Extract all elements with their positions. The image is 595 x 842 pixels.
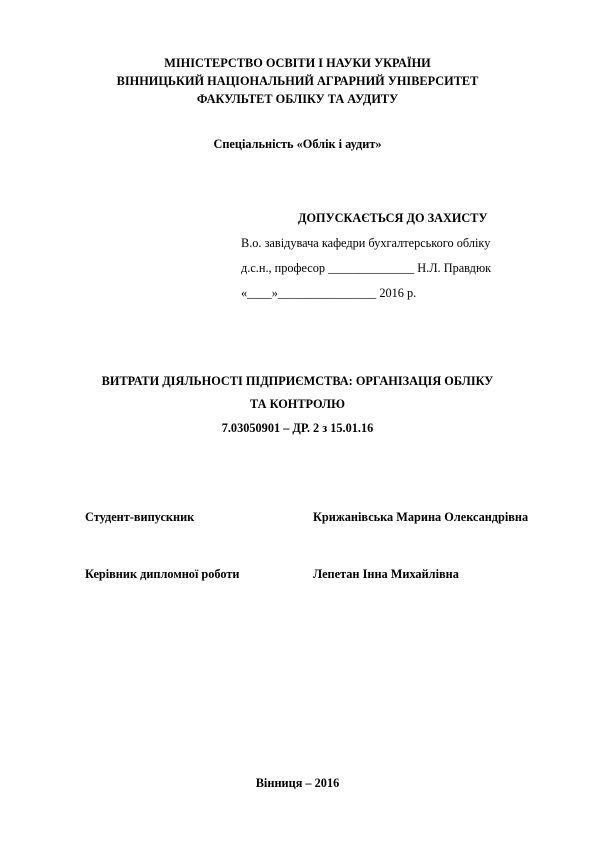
thesis-code: 7.03050901 – ДР. 2 з 15.01.16 [221,421,374,435]
faculty-heading: ФАКУЛЬТЕТ ОБЛІКУ ТА АУДИТУ [196,92,399,106]
student-name: Крижанівська Марина Олександрівна [313,510,529,524]
approval-signature-line: д.с.н., професор ______________ Н.Л. Правдюк [241,261,492,275]
supervisor-label: Керівник дипломної роботи [85,567,240,581]
student-label: Студент-випускник [85,510,195,524]
university-heading: ВІННИЦЬКИЙ НАЦІОНАЛЬНИЙ АГРАРНИЙ УНІВЕРСИТЕТ [116,74,479,88]
specialty: Спеціальність «Облік і аудит» [213,137,382,151]
approval-date-line: «____»________________ 2016 р. [241,286,417,300]
supervisor-name: Лепетан Інна Михайлівна [313,567,459,581]
thesis-title-line2: ТА КОНТРОЛЮ [250,397,345,411]
approval-position: В.о. завідувача кафедри бухгалтерського обліку [241,236,491,250]
approval-heading: ДОПУСКАЄТЬСЯ ДО ЗАХИСТУ [298,211,488,225]
thesis-title-line1: ВИТРАТИ ДІЯЛЬНОСТІ ПІДПРИЄМСТВА: ОРГАНІЗАЦІЯ ОБЛІКУ [101,374,494,388]
footer-city-year: Вінниця – 2016 [255,776,340,790]
ministry-heading: МІНІСТЕРСТВО ОСВІТИ І НАУКИ УКРАЇНИ [164,56,431,70]
